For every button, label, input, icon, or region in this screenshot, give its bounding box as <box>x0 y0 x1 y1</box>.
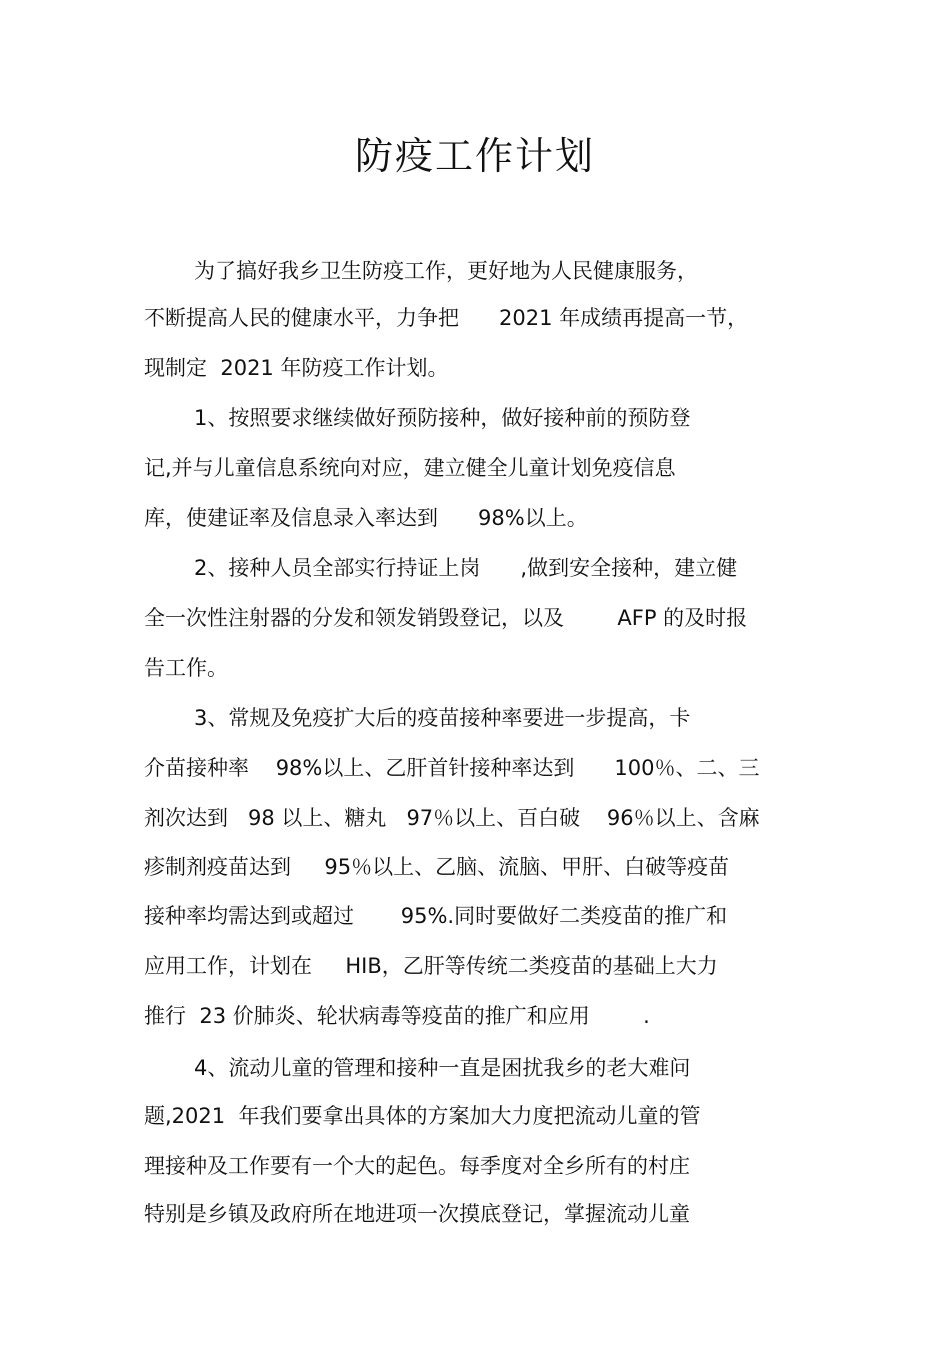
paragraph-line: 4、流动儿童的管理和接种一直是困扰我乡的老大难问 <box>194 1056 691 1080</box>
paragraph-line: 记,并与儿童信息系统向对应，建立健全儿童计划免疫信息 <box>144 456 676 480</box>
paragraph-line: 应用工作，计划在 HIB，乙肝等传统二类疫苗的基础上大力 <box>144 954 718 978</box>
paragraph-line: 现制定 2021 年防疫工作计划。 <box>144 356 449 380</box>
paragraph-line: 推行 23 价肺炎、轮状病毒等疫苗的推广和应用 . <box>144 1004 650 1028</box>
document-title: 防疫工作计划 <box>354 134 595 178</box>
paragraph-line: 3、常规及免疫扩大后的疫苗接种率要进一步提高，卡 <box>194 706 691 730</box>
paragraph-line: 接种率均需达到或超过 95%.同时要做好二类疫苗的推广和 <box>144 904 728 928</box>
paragraph-line: 1、按照要求继续做好预防接种，做好接种前的预防登 <box>194 406 691 430</box>
paragraph-line: 介苗接种率 98%以上、乙肝首针接种率达到 100％、二、三 <box>144 756 760 780</box>
paragraph-line: 告工作。 <box>144 656 228 680</box>
paragraph-line: 全一次性注射器的分发和领发销毁登记，以及 AFP 的及时报 <box>144 606 748 630</box>
paragraph-line: 剂次达到 98 以上、糖丸 97％以上、百白破 96％以上、含麻 <box>144 806 760 830</box>
paragraph-line: 题,2021 年我们要拿出具体的方案加大力度把流动儿童的管 <box>144 1104 701 1128</box>
paragraph-line: 不断提高人民的健康水平，力争把 2021 年成绩再提高一节， <box>144 306 749 330</box>
paragraph-line: 特别是乡镇及政府所在地进项一次摸底登记，掌握流动儿童 <box>144 1202 690 1226</box>
paragraph-line: 2、接种人员全部实行持证上岗 ,做到安全接种，建立健 <box>194 556 738 580</box>
paragraph-line: 库，使建证率及信息录入率达到 98%以上。 <box>144 506 588 530</box>
paragraph-line: 理接种及工作要有一个大的起色。每季度对全乡所有的村庄 <box>144 1154 690 1178</box>
paragraph-line: 为了搞好我乡卫生防疫工作，更好地为人民健康服务， <box>194 259 698 283</box>
paragraph-line: 疹制剂疫苗达到 95％以上、乙脑、流脑、甲肝、白破等疫苗 <box>144 855 730 879</box>
